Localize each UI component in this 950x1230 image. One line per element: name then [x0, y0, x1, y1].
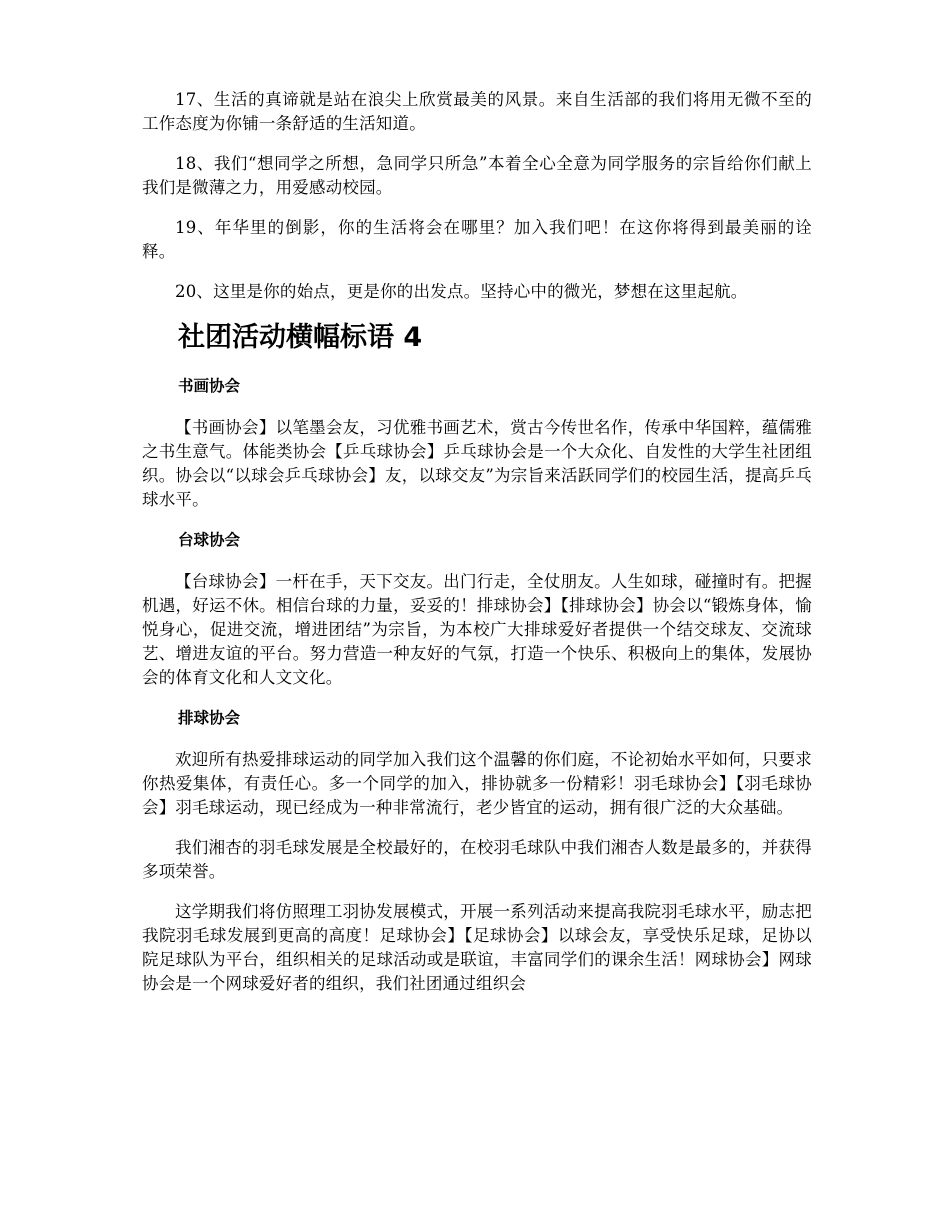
list-item-19: 19、年华里的倒影，你的生活将会在哪里？加入我们吧！在这你将得到最美丽的诠释。 — [142, 218, 812, 261]
list-item-18: 18、我们“想同学之所想，急同学只所急”本着全心全意为同学服务的宗旨给你们献上我们是微薄之力，用爱感动校园。 — [142, 154, 812, 197]
document-page — [142, 88, 812, 1012]
club-paragraph: 【书画协会】以笔墨会友，习优雅书画艺术，赏古今传世名作，传承中华国粹，蕴儒雅之书生意气。体能类协会【乒乓球协会】乒乓球协会是一个大众化、自发性的大学生社团组织。协会以“以球会乒乓球协会】友，以球交友”为宗旨来活跃同学们的校园生活，提高乒乓球水平。 — [142, 418, 812, 509]
club-paragraph: 欢迎所有热爱排球运动的同学加入我们这个温馨的你们庭，不论初始水平如何，只要求你热爱集体，有责任心。多一个同学的加入，排协就多一份精彩！羽毛球协会】【羽毛球协会】羽毛球运动，现已经成为一种非常流行，老少皆宜的运动，拥有很广泛的大众基础。 — [142, 750, 812, 817]
club-section-volleyball — [142, 706, 812, 996]
club-heading: 书画协会 — [178, 377, 241, 395]
club-heading: 排球协会 — [178, 709, 241, 727]
list-item-17: 17、生活的真谛就是站在浪尖上欣赏最美的风景。来自生活部的我们将用无微不至的工作态度为你铺一条舒适的生活知道。 — [142, 90, 812, 133]
club-paragraph: 【台球协会】一杆在手，天下交友。出门行走，全仗朋友。人生如球，碰撞时有。把握机遇，好运不休。相信台球的力量，妥妥的！排球协会】【排球协会】协会以“锻炼身体，愉悦身心，促进交流，增进团结”为宗旨，为本校广大排球爱好者提供一个结交球友、交流球艺、增进友谊的平台。努力营造一种友好的气氛，打造一个快乐、积极向上的集体，发展协会的体育文化和人文文化。 — [142, 572, 812, 687]
list-item-20: 20、这里是你的始点，更是你的出发点。坚持心中的微光，梦想在这里起航。 — [175, 282, 748, 301]
club-section-calligraphy — [142, 374, 812, 512]
club-paragraph: 这学期我们将仿照理工羽协发展模式，开展一系列活动来提高我院羽毛球水平，励志把我院羽毛球发展到更高的高度！足球协会】【足球协会】以球会友，享受快乐足球，足协以院足球队为平台，组织相关的足球活动或是联谊，丰富同学们的课余生活！网球协会】网球协会是一个网球爱好者的组织，我们社团通过组织会 — [142, 902, 812, 993]
club-paragraph: 我们湘杏的羽毛球发展是全校最好的，在校羽毛球队中我们湘杏人数是最多的，并获得多项荣誉。 — [142, 838, 812, 881]
club-section-billiards — [142, 528, 812, 690]
club-heading: 台球协会 — [178, 531, 241, 549]
section-title: 社团活动横幅标语 4 — [178, 322, 423, 353]
